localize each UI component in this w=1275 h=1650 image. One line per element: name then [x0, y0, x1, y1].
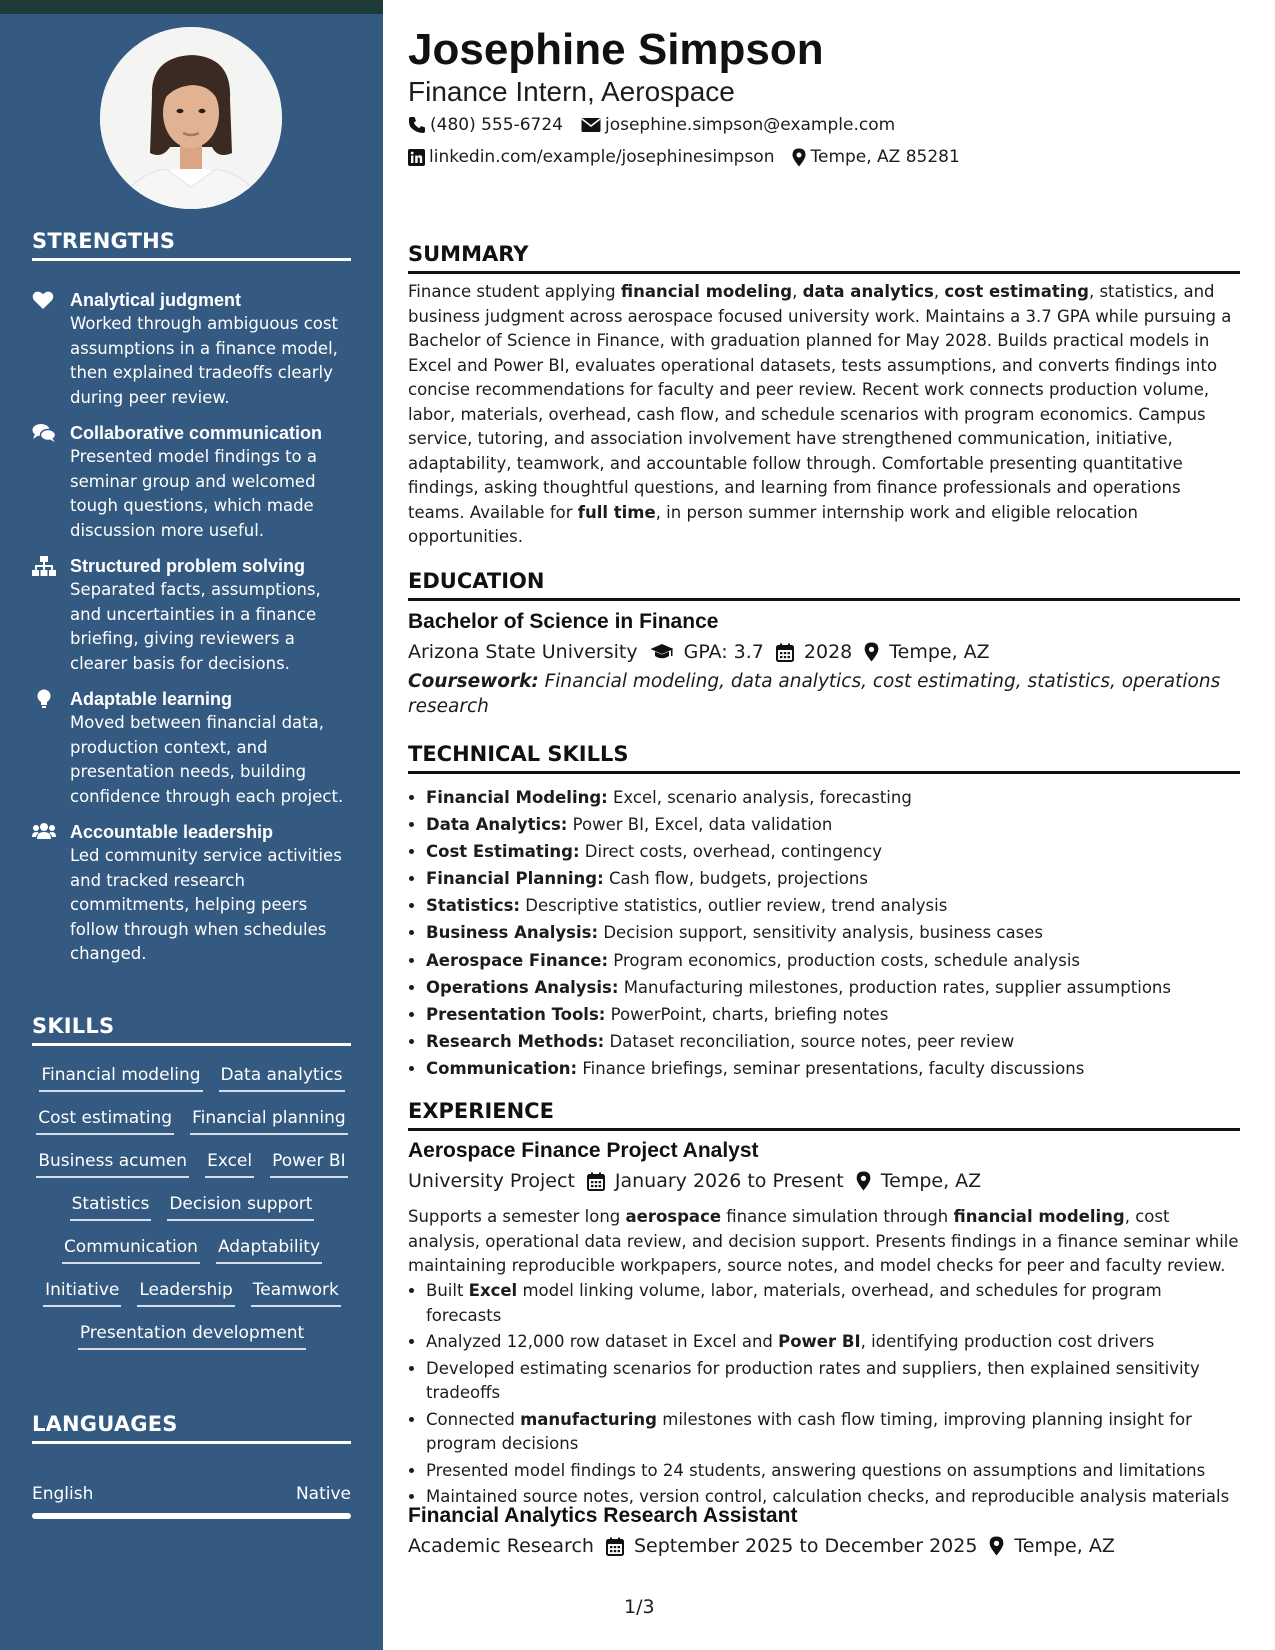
- language-row: [32, 1482, 351, 1506]
- skill-category: Statistics:: [426, 896, 521, 916]
- organization-name: University Project: [408, 1170, 575, 1192]
- map-pin-icon: [864, 642, 879, 662]
- job-bullet: [426, 1459, 1240, 1484]
- technical-skill-item: [426, 947, 1240, 974]
- skill-category: Data Analytics:: [426, 815, 568, 835]
- gpa: [650, 638, 764, 666]
- skill-details: Dataset reconciliation, source notes, peer review: [604, 1031, 1015, 1051]
- text-run: Connected: [426, 1409, 521, 1429]
- job-location: [856, 1167, 981, 1195]
- location-value: Tempe, AZ: [880, 1170, 982, 1192]
- skill-category: Aerospace Finance:: [426, 950, 609, 970]
- skill-chip: Power BI: [270, 1148, 347, 1178]
- job-organization: [408, 1167, 575, 1195]
- strength-item: [32, 820, 352, 967]
- job-bullets: [408, 1279, 1240, 1512]
- text-run: , statistics, and business judgment across aerospace focused university work. Maintains a 3.7 GPA while pursuing a Bachelor of Science in Finance, with graduation planned for May 2028. Builds practical models in Excel and Power BI, evaluates operational datasets, tests assumptions, and converts findings into concise recommendations for faculty and peer review. Recent work connects production volume, labor, materials, overhead, cash flow, and schedule scenarios with program economics. Campus service, tutoring, and association involvement have strengthened communication, initiative, adaptability, teamwork, and accountable follow through. Comfortable presenting quantitative findings, asking thoughtful questions, and learning from finance professionals and operations teams. Available for: [408, 282, 1232, 522]
- technical-skill-item: [426, 1028, 1240, 1055]
- candidate-name: Josephine Simpson: [408, 25, 824, 74]
- strength-item: [32, 288, 352, 410]
- location-text: Tempe, AZ 85281: [810, 147, 960, 167]
- linkedin-icon: [408, 149, 425, 166]
- strength-description: Led community service activities and tracked research commitments, helping peers follow through when schedules changed.: [70, 846, 342, 963]
- emphasis-text: financial modeling: [953, 1207, 1125, 1226]
- technical-skills-list: [408, 784, 1240, 1082]
- emphasis-text: Power BI: [778, 1332, 861, 1351]
- skill-category: Financial Planning:: [426, 869, 604, 889]
- skill-category: Communication:: [426, 1058, 578, 1078]
- strength-description: Worked through ambiguous cost assumptions in a finance model, then explained tradeoffs clearly during peer review.: [70, 314, 338, 407]
- contact-row-1: [408, 113, 913, 137]
- location-value: Tempe, AZ: [1014, 1535, 1115, 1557]
- languages-heading: LANGUAGES: [32, 1412, 351, 1444]
- text-run: finance simulation through: [721, 1207, 954, 1226]
- users-icon: [32, 822, 56, 842]
- strength-title: Structured problem solving: [70, 556, 306, 576]
- dates-value: January 2026 to Present: [614, 1170, 844, 1192]
- skill-chip: Statistics: [70, 1191, 152, 1221]
- technical-skill-item: [426, 811, 1240, 838]
- strength-item: [32, 687, 352, 809]
- education-location: [864, 638, 989, 666]
- skill-category: Operations Analysis:: [426, 977, 619, 997]
- linkedin-contact[interactable]: [408, 145, 774, 169]
- job-dates: [587, 1167, 844, 1195]
- strength-title: Analytical judgment: [70, 290, 242, 310]
- skill-details: Power BI, Excel, data validation: [567, 815, 833, 835]
- text-run: Analyzed 12,000 row dataset in Excel and: [426, 1332, 779, 1351]
- dates-value: September 2025 to December 2025: [633, 1535, 978, 1557]
- technical-skills-heading: TECHNICAL SKILLS: [408, 740, 1240, 774]
- skill-chip: Leadership: [137, 1277, 234, 1307]
- technical-skill-item: [426, 892, 1240, 919]
- map-pin-icon: [989, 1536, 1004, 1556]
- avatar: [100, 27, 282, 209]
- sidebar-top-bar: [0, 0, 383, 14]
- phone-contact: [408, 113, 563, 137]
- technical-skill-item: [426, 865, 1240, 892]
- language-proficiency-bar: [32, 1513, 351, 1519]
- text-run: Maintained source notes, version control, calculation checks, and reproducible analysis materials: [426, 1487, 1230, 1506]
- skill-category: Financial Modeling:: [426, 788, 608, 807]
- strength-item: [32, 554, 352, 676]
- job-meta: [408, 1167, 993, 1195]
- strength-title: Collaborative communication: [70, 423, 323, 443]
- envelope-icon: [581, 117, 601, 133]
- coursework: [408, 670, 1240, 719]
- job-bullet: [426, 1279, 1240, 1328]
- education-meta: [408, 638, 1002, 666]
- graduation-year: [776, 638, 852, 666]
- year-value: 2028: [803, 641, 853, 663]
- strength-description: Moved between financial data, production context, and presentation needs, building confidence through each project.: [70, 713, 344, 806]
- candidate-role: Finance Intern, Aerospace: [408, 76, 735, 107]
- text-run: Presented model findings to 24 students, answering questions on assumptions and limitations: [426, 1460, 1206, 1480]
- skill-chip: Business acumen: [36, 1148, 189, 1178]
- emphasis-text: aerospace: [625, 1207, 722, 1226]
- job-organization: [408, 1532, 594, 1560]
- job-bullet: [426, 1330, 1240, 1355]
- organization-name: Academic Research: [408, 1535, 594, 1557]
- skill-chip: Presentation development: [78, 1320, 306, 1350]
- emphasis-text: financial modeling: [620, 282, 793, 301]
- technical-skill-item: [426, 838, 1240, 865]
- skill-chip: Decision support: [167, 1191, 314, 1221]
- technical-skill-item: [426, 974, 1240, 1001]
- phone-number: (480) 555-6724: [430, 115, 563, 135]
- job-bullet: [426, 1408, 1240, 1457]
- skill-chip: Financial modeling: [39, 1062, 202, 1092]
- skill-details: Excel, scenario analysis, forecasting: [607, 788, 912, 807]
- school-name: Arizona State University: [408, 641, 638, 663]
- job-bullet: [426, 1357, 1240, 1406]
- lightbulb-icon: [32, 689, 56, 709]
- job-summary: [408, 1205, 1240, 1279]
- calendar-icon: [606, 1537, 624, 1556]
- strength-description: Presented model findings to a seminar group and welcomed tough questions, which made discussion more useful.: [70, 447, 318, 540]
- contact-row-2: [408, 145, 978, 169]
- text-run: model linking volume, labor, materials, overhead, and schedules for program forecasts: [426, 1281, 1162, 1325]
- emphasis-text: Excel: [468, 1281, 518, 1300]
- education-heading: EDUCATION: [408, 567, 1240, 601]
- text-run: ,: [933, 282, 945, 301]
- job-dates: [606, 1532, 977, 1560]
- skill-category: Cost Estimating:: [426, 842, 580, 862]
- text-run: Supports a semester long: [408, 1207, 626, 1226]
- page-number: 1/3: [624, 1596, 655, 1618]
- sidebar: [0, 14, 383, 1650]
- skill-chip: Initiative: [43, 1277, 121, 1307]
- school: [408, 638, 638, 666]
- text-run: , cost analysis, operational data review, and decision support. Presents findings in a finance seminar while maintaining reproducible workpapers, source notes, and model checks for peer and faculty review.: [408, 1207, 1239, 1275]
- text-run: , identifying production cost drivers: [860, 1332, 1155, 1351]
- profile-photo: [100, 27, 282, 209]
- skills-heading: SKILLS: [32, 1014, 351, 1046]
- skill-details: Descriptive statistics, outlier review, trend analysis: [520, 896, 948, 916]
- technical-skill-item: [426, 1001, 1240, 1028]
- text-run: , in person summer internship work and eligible relocation opportunities.: [408, 502, 1138, 546]
- comments-icon: [32, 423, 56, 443]
- heart-icon: [32, 290, 56, 310]
- text-run: Built: [426, 1281, 469, 1300]
- language-level: Native: [295, 1484, 351, 1504]
- degree-title: Bachelor of Science in Finance: [408, 610, 719, 633]
- language-name: English: [32, 1484, 94, 1504]
- location-contact: [792, 145, 959, 169]
- skill-details: PowerPoint, charts, briefing notes: [605, 1004, 889, 1024]
- skill-details: Decision support, sensitivity analysis, business cases: [598, 923, 1043, 943]
- skills-chip-list: [32, 1062, 352, 1350]
- summary-text: [408, 280, 1240, 550]
- skill-category: Business Analysis:: [426, 923, 599, 943]
- strengths-heading: STRENGTHS: [32, 229, 351, 261]
- skill-chip: Cost estimating: [36, 1105, 174, 1135]
- coursework-list: Financial modeling, data analytics, cost estimating, statistics, operations research: [408, 671, 1221, 717]
- map-pin-icon: [856, 1171, 871, 1191]
- strength-description: Separated facts, assumptions, and uncertainties in a finance briefing, giving reviewers a clearer basis for decisions.: [70, 580, 321, 673]
- text-run: ,: [792, 282, 803, 301]
- emphasis-text: data analytics: [802, 282, 934, 301]
- technical-skill-item: [426, 919, 1240, 946]
- text-run: Developed estimating scenarios for production rates and suppliers, then explained sensitivity tradeoffs: [426, 1358, 1200, 1402]
- job-title: Financial Analytics Research Assistant: [408, 1504, 798, 1527]
- summary-heading: SUMMARY: [408, 240, 1240, 274]
- skill-details: Program economics, production costs, schedule analysis: [608, 950, 1080, 970]
- text-run: Finance student applying: [408, 282, 621, 301]
- skill-chip: Teamwork: [251, 1277, 341, 1307]
- calendar-icon: [776, 643, 794, 662]
- text-run: milestones with cash flow timing, improving planning insight for program decisions: [426, 1409, 1192, 1453]
- job-location: [989, 1532, 1114, 1560]
- graduation-cap-icon: [650, 643, 674, 661]
- strength-title: Accountable leadership: [70, 822, 274, 842]
- skill-details: Cash flow, budgets, projections: [603, 869, 868, 889]
- skill-details: Finance briefings, seminar presentations, faculty discussions: [577, 1058, 1085, 1078]
- emphasis-text: cost estimating: [944, 282, 1089, 301]
- email-link[interactable]: josephine.simpson@example.com: [604, 115, 896, 135]
- skill-chip: Excel: [205, 1148, 254, 1178]
- job-meta: [408, 1532, 1127, 1560]
- email-contact[interactable]: [581, 113, 895, 137]
- skill-category: Presentation Tools:: [426, 1004, 606, 1024]
- skill-chip: Adaptability: [216, 1234, 322, 1264]
- phone-icon: [408, 116, 426, 134]
- skill-details: Manufacturing milestones, production rates, supplier assumptions: [618, 977, 1171, 997]
- map-pin-icon: [792, 148, 806, 167]
- skill-chip: Financial planning: [190, 1105, 348, 1135]
- calendar-icon: [587, 1172, 605, 1191]
- job-title: Aerospace Finance Project Analyst: [408, 1139, 759, 1162]
- linkedin-link[interactable]: linkedin.com/example/josephinesimpson: [429, 147, 775, 167]
- location-value: Tempe, AZ: [889, 641, 990, 663]
- strengths-list: [32, 288, 352, 978]
- technical-skill-item: [426, 784, 1240, 811]
- coursework-label: Coursework:: [408, 671, 539, 692]
- strength-item: [32, 421, 352, 543]
- sitemap-icon: [32, 556, 56, 576]
- skill-chip: Communication: [62, 1234, 200, 1264]
- strength-title: Adaptable learning: [70, 689, 233, 709]
- emphasis-text: full time: [577, 502, 656, 522]
- technical-skill-item: [426, 1055, 1240, 1082]
- skill-chip: Data analytics: [219, 1062, 345, 1092]
- skill-category: Research Methods:: [426, 1031, 605, 1051]
- skill-details: Direct costs, overhead, contingency: [579, 842, 883, 862]
- gpa-value: GPA: 3.7: [683, 641, 764, 663]
- experience-heading: EXPERIENCE: [408, 1097, 1240, 1131]
- emphasis-text: manufacturing: [520, 1409, 657, 1429]
